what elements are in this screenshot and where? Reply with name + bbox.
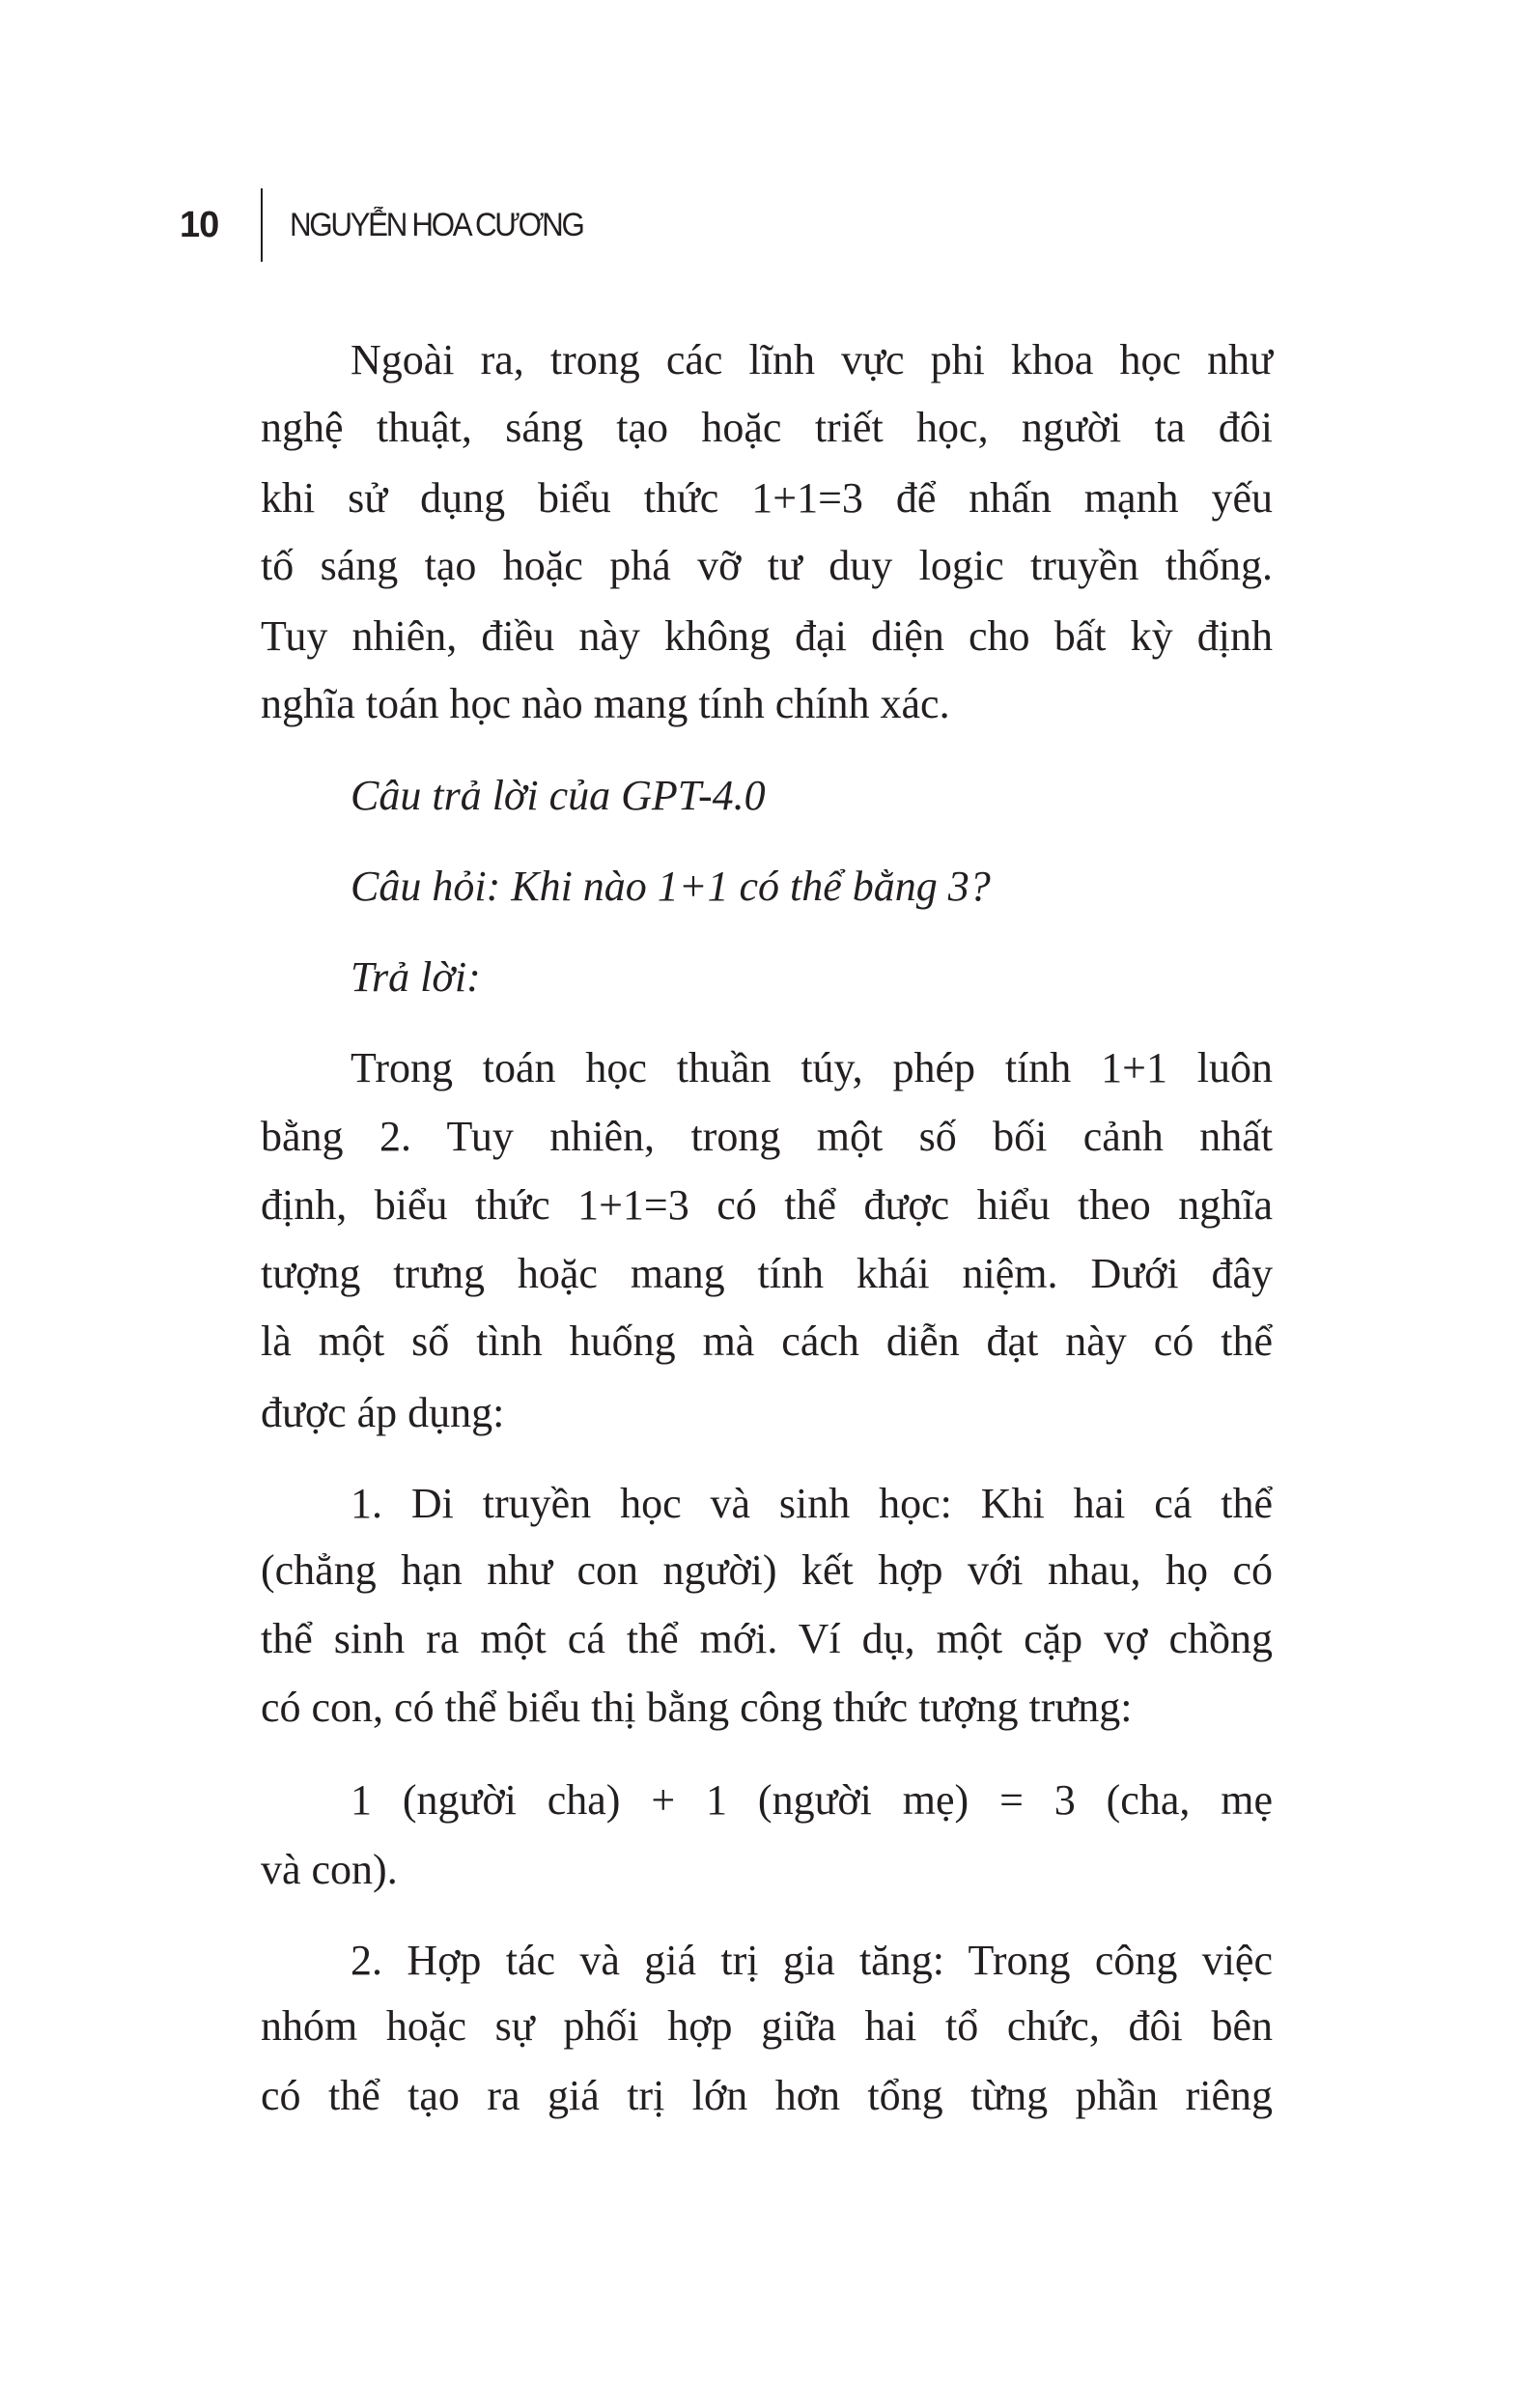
- text-line: Tuy nhiên, điều này không đại diện cho bất kỳ định: [261, 612, 1273, 660]
- text-line: tố sáng tạo hoặc phá vỡ tư duy logic truyền thống.: [261, 542, 1273, 589]
- text-line: nhóm hoặc sự phối hợp giữa hai tổ chức, đôi bên: [261, 2002, 1273, 2050]
- header-divider: [261, 188, 263, 262]
- text-line: nghĩa toán học nào mang tính chính xác.: [261, 680, 950, 727]
- text-line: 1 (người cha) + 1 (người mẹ) = 3 (cha, mẹ: [351, 1776, 1273, 1824]
- text-line: và con).: [261, 1846, 398, 1893]
- text-line: có thể tạo ra giá trị lớn hơn tổng từng phần riêng: [261, 2072, 1273, 2119]
- text-line: 2. Hợp tác và giá trị gia tăng: Trong công việc: [351, 1937, 1273, 1984]
- text-line: Câu trả lời của GPT-4.0: [351, 772, 766, 819]
- text-line: tượng trưng hoặc mang tính khái niệm. Dưới đây: [261, 1250, 1273, 1297]
- text-line: định, biểu thức 1+1=3 có thể được hiểu theo nghĩa: [261, 1181, 1273, 1229]
- text-line: khi sử dụng biểu thức 1+1=3 để nhấn mạnh yếu: [261, 474, 1273, 522]
- text-line: Ngoài ra, trong các lĩnh vực phi khoa học như: [351, 336, 1273, 383]
- text-line: được áp dụng:: [261, 1389, 505, 1436]
- page-number: 10: [180, 205, 219, 245]
- text-line: thể sinh ra một cá thể mới. Ví dụ, một cặp vợ chồng: [261, 1615, 1273, 1662]
- text-line: có con, có thể biểu thị bằng công thức tượng trưng:: [261, 1684, 1133, 1731]
- text-line: (chẳng hạn như con người) kết hợp với nhau, họ có: [261, 1546, 1273, 1594]
- text-line: nghệ thuật, sáng tạo hoặc triết học, người ta đôi: [261, 404, 1273, 451]
- text-line: là một số tình huống mà cách diễn đạt này có thể: [261, 1317, 1273, 1365]
- text-line: Trong toán học thuần túy, phép tính 1+1 luôn: [351, 1044, 1273, 1091]
- text-line: 1. Di truyền học và sinh học: Khi hai cá thể: [351, 1480, 1273, 1527]
- text-line: bằng 2. Tuy nhiên, trong một số bối cảnh nhất: [261, 1113, 1273, 1160]
- text-line: Câu hỏi: Khi nào 1+1 có thể bằng 3?: [351, 863, 991, 910]
- running-head-author: NGUYỄN HOA CƯƠNG: [290, 207, 583, 243]
- text-line: Trả lời:: [351, 953, 481, 1001]
